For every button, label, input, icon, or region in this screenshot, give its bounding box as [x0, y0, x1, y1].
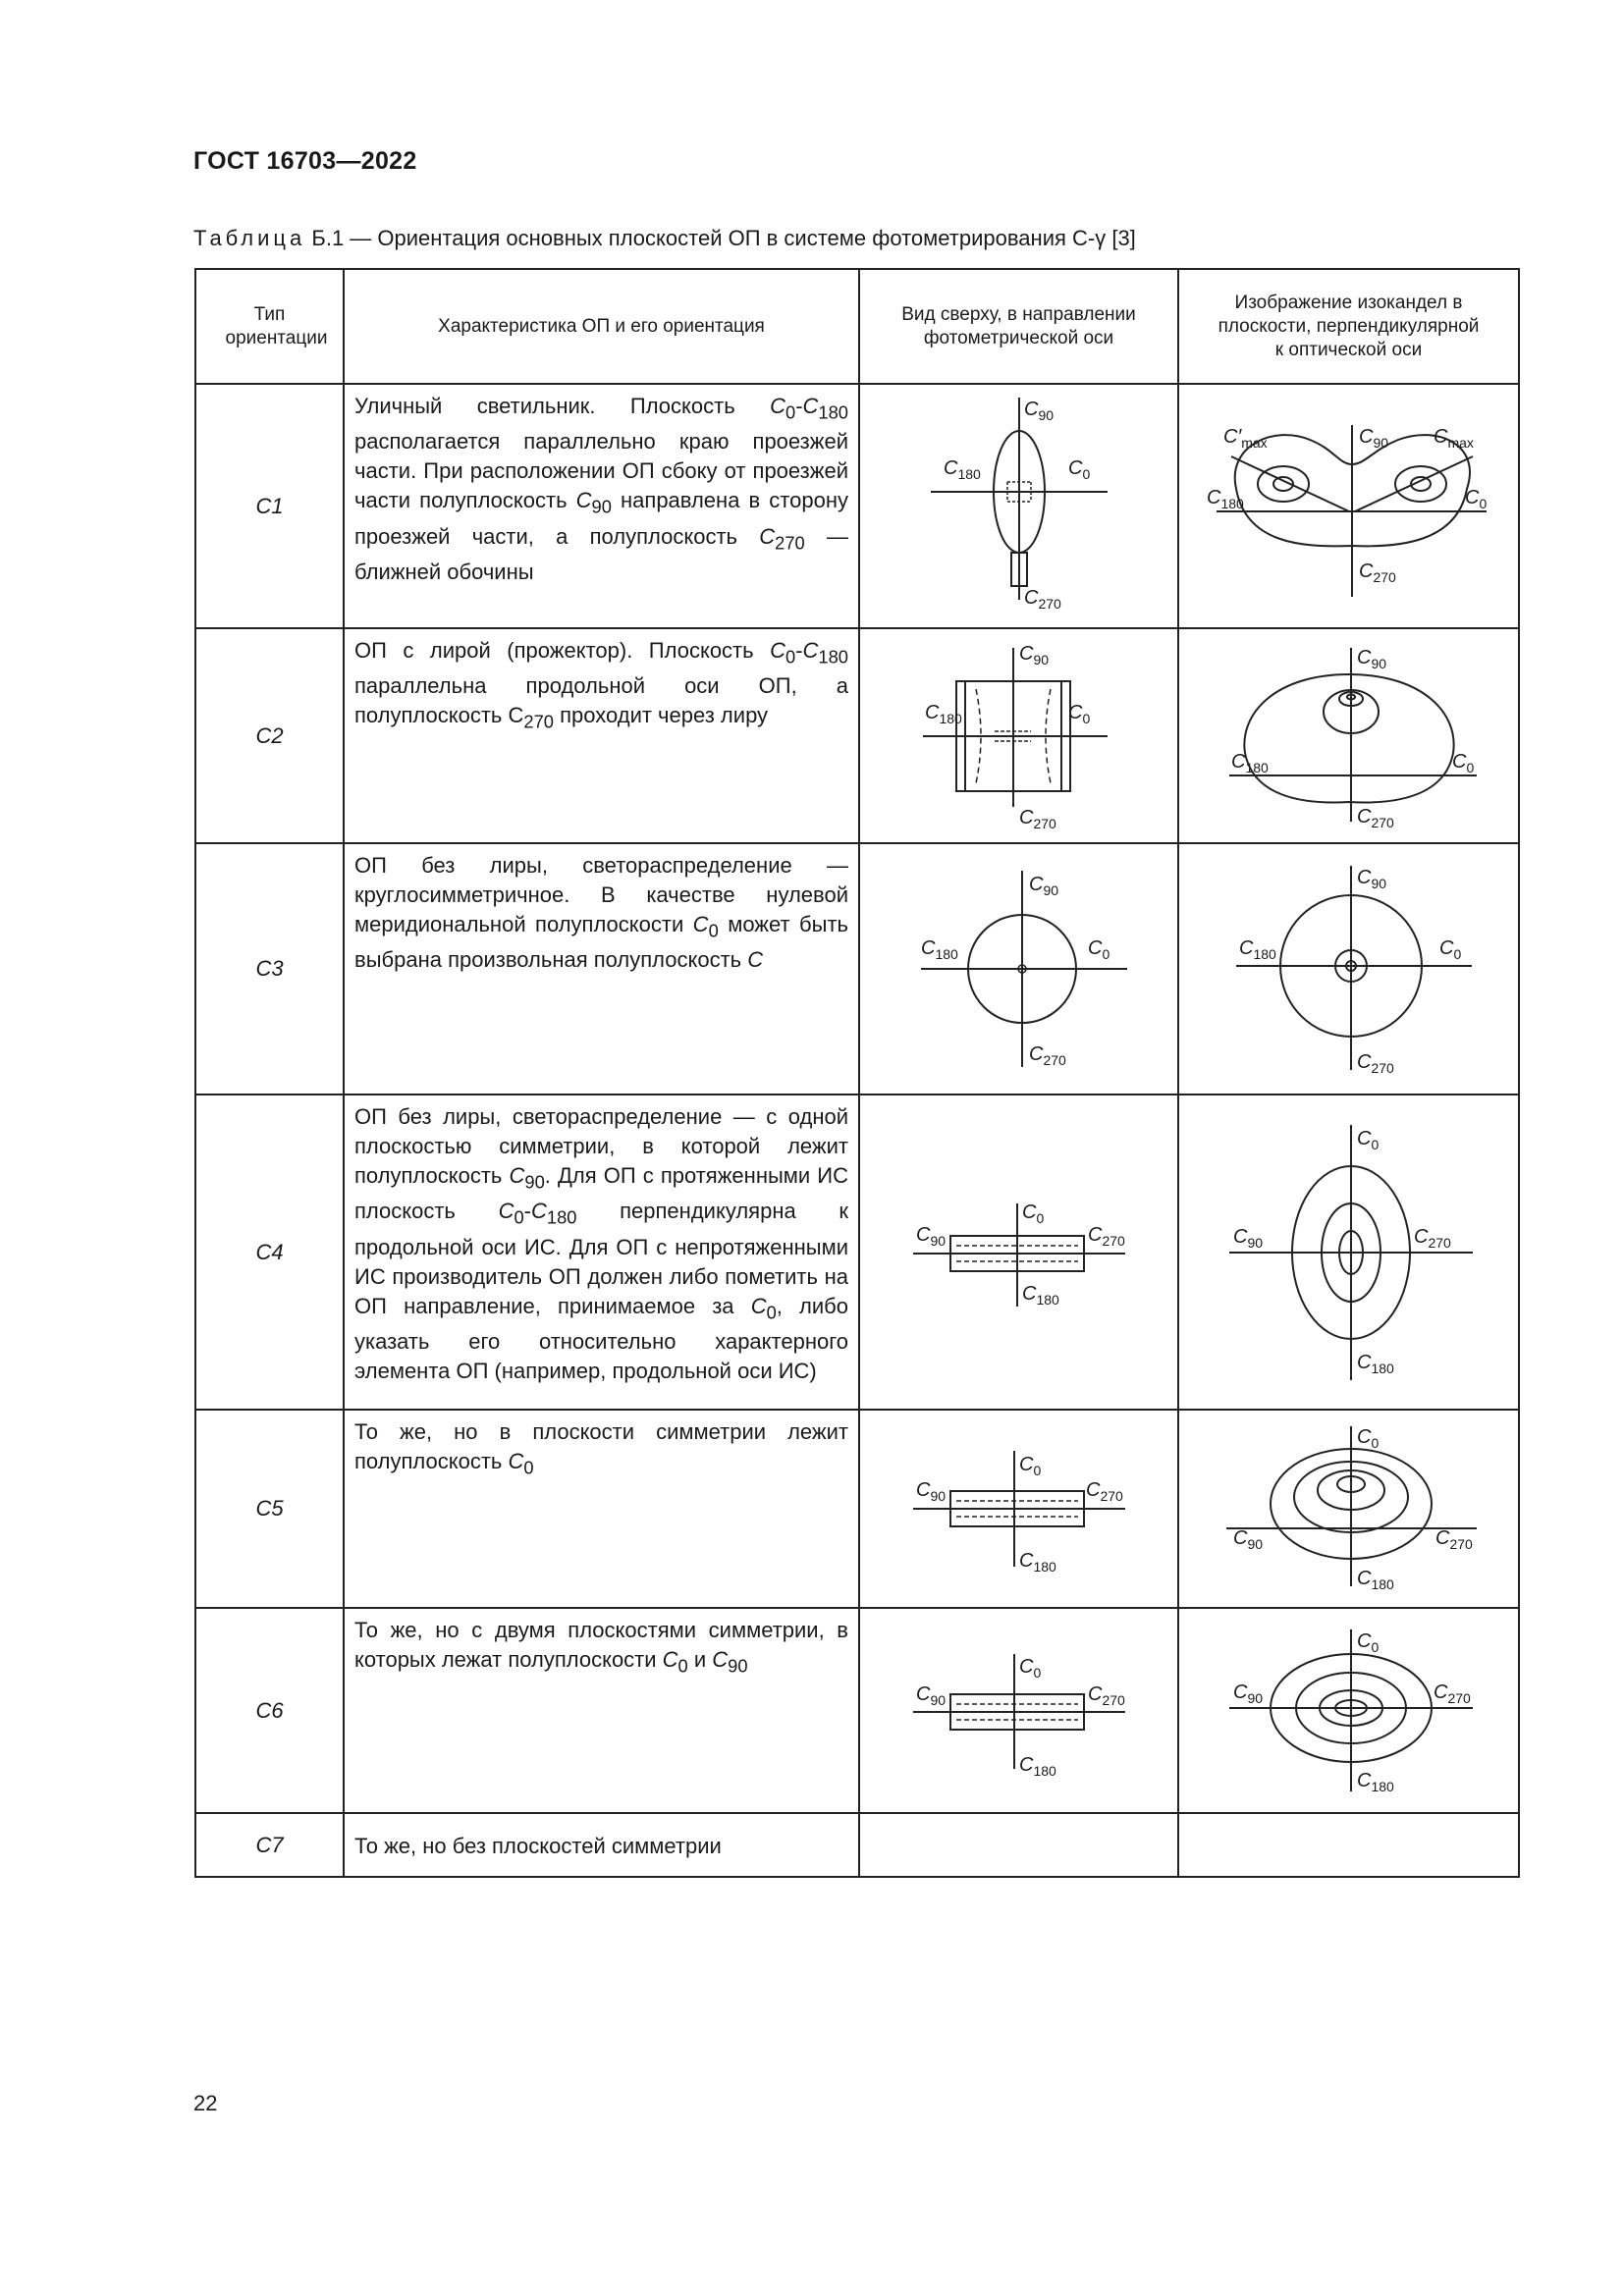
top-view-figure	[859, 843, 1178, 1095]
plane-label: $C_0$	[1087, 937, 1110, 962]
isocandela-c3-diagram	[1182, 846, 1516, 1092]
isocandela-c2-diagram	[1182, 630, 1516, 841]
header-description: Характеристика ОП и его ориентация	[344, 269, 859, 384]
plane-label: $C_0$	[1356, 1127, 1379, 1152]
plane-label: $C_{90}$	[1023, 399, 1054, 423]
isocandela-figure	[1178, 1095, 1519, 1410]
orientation-type: С2	[195, 628, 344, 843]
page-number: 22	[193, 2091, 218, 2115]
header-type: Тип ориентации	[195, 269, 344, 384]
plane-label: $C_0$	[1356, 1630, 1379, 1655]
top-view-c1-diagram	[862, 386, 1176, 626]
isocandela-c5-diagram	[1182, 1412, 1516, 1606]
isocandela-c1-diagram	[1182, 386, 1516, 626]
plane-label: $C_{90}$	[1232, 1682, 1263, 1706]
orientation-type: С6	[195, 1608, 344, 1813]
orientation-description: То же, но с двумя плоскостями симметрии, в которых лежат полуплоскости $С_0$ и $С_{90}$	[344, 1608, 859, 1813]
isocandela-c6-diagram	[1182, 1610, 1516, 1811]
orientation-description: ОП без лиры, светораспределение — с одной плоскостью симметрии, в которой лежит полуплоскость $С_{90}$. Для ОП с протяженными ИС плоскость $С_0-С_{180}$ перпендикулярна к продольной оси ИС. Для ОП с непротяженными ИС производитель ОП должен либо пометить на ОП направление, принимаемое за $С_0$, либо указать его относительно характерного элемента ОП (например, продольной оси ИС)	[344, 1095, 859, 1410]
plane-label: $C_{270}$	[1023, 587, 1061, 612]
table-row	[195, 628, 1519, 843]
orientation-type: С3	[195, 843, 344, 1095]
top-view-c5-diagram	[862, 1412, 1176, 1606]
table-row	[195, 1095, 1519, 1410]
plane-label: $C_{270}$	[1087, 1223, 1125, 1249]
table-row	[195, 384, 1519, 628]
plane-label: $C_{90}$	[1232, 1225, 1263, 1251]
plane-label: $C_0$	[1356, 1426, 1379, 1451]
plane-label: $C_{270}$	[1435, 1527, 1473, 1552]
plane-label: $C_{90}$	[1018, 643, 1049, 667]
orientation-description: ОП с лирой (прожектор). Плоскость $С_0-С_{180}$ параллельна продольной оси ОП, а полуплоскость $С_{270}$ проходит через лиру	[344, 628, 859, 843]
top-view-c3-diagram	[862, 846, 1176, 1092]
plane-label: $C_{270}$	[1356, 806, 1394, 830]
isocandela-figure	[1178, 843, 1519, 1095]
plane-label: $C_{180}$	[1021, 1282, 1059, 1308]
plane-label: $C_{180}$	[1018, 1550, 1056, 1575]
top-view-c2-diagram	[862, 630, 1176, 841]
plane-label: $C_{270}$	[1356, 1051, 1394, 1076]
plane-label: $C_{180}$	[1356, 1770, 1394, 1794]
plane-label: $C_0$	[1067, 702, 1090, 726]
plane-label: $C_0$	[1018, 1454, 1041, 1478]
table-row	[195, 843, 1519, 1095]
top-view-figure-empty	[859, 1813, 1178, 1877]
top-view-figure	[859, 1608, 1178, 1813]
table-row	[195, 1813, 1519, 1877]
plane-label: $C_{270}$	[1358, 561, 1396, 585]
plane-label: $C_{180}$	[1238, 937, 1276, 962]
plane-label: $C_{90}$	[1028, 874, 1058, 898]
header-top-view: Вид сверху, в направлении фотометрической оси	[859, 269, 1178, 384]
plane-label: $C_{90}$	[915, 1223, 946, 1249]
orientation-description: Уличный светильник. Плоскость $С_0-С_{180}$ располагается параллельно краю проезжей части. При расположении ОП сбоку от проезжей части полуплоскость $С_{90}$ направлена в сторону проезжей части, а полуплоскость $С_{270}$ — ближней обочины	[344, 384, 859, 628]
table-row	[195, 1410, 1519, 1608]
plane-label: $C_{180}$	[943, 457, 981, 482]
orientation-description: То же, но в плоскости симметрии лежит полуплоскость $С_0$	[344, 1410, 859, 1608]
plane-label: $C_{180}$	[1356, 1568, 1394, 1592]
plane-label: $C_{270}$	[1018, 807, 1056, 831]
plane-label: $C_0$	[1451, 751, 1474, 775]
plane-label: $C_{270}$	[1413, 1225, 1451, 1251]
orientation-type: С4	[195, 1095, 344, 1410]
plane-label: $C_{max}$	[1433, 426, 1474, 451]
orientation-type: С7	[195, 1813, 344, 1877]
table-caption-prefix: Таблица	[193, 226, 306, 250]
document-code: ГОСТ 16703—2022	[193, 147, 417, 175]
top-view-figure	[859, 628, 1178, 843]
plane-label: $C_{180}$	[920, 937, 958, 962]
plane-label: $C_{180}$	[1206, 487, 1244, 511]
table-caption	[193, 226, 1136, 251]
plane-label: $C_{90}$	[1356, 867, 1386, 891]
table-row	[195, 1608, 1519, 1813]
isocandela-figure	[1178, 628, 1519, 843]
plane-label: $C_{270}$	[1433, 1682, 1471, 1706]
plane-label: $C_{90}$	[1358, 426, 1388, 451]
orientation-description: ОП без лиры, светораспределение — круглосимметричное. В качестве нулевой меридиональной полуплоскости $С_0$ может быть выбрана произвольная полуплоскость С	[344, 843, 859, 1095]
plane-label: $C_{90}$	[915, 1683, 946, 1708]
plane-label: $C_0$	[1018, 1656, 1041, 1681]
plane-label: $C_{270}$	[1028, 1043, 1066, 1068]
header-isocandela: Изображение изокандел в плоскости, перпендикулярной к оптической оси	[1178, 269, 1519, 384]
plane-label: $C_{270}$	[1087, 1683, 1125, 1708]
orientation-description: То же, но без плоскостей симметрии	[344, 1813, 859, 1877]
isocandela-c4-diagram	[1182, 1105, 1516, 1400]
plane-label: $C_{270}$	[1085, 1479, 1123, 1504]
plane-label: $C_0$	[1464, 487, 1487, 511]
top-view-figure	[859, 384, 1178, 628]
isocandela-figure	[1178, 384, 1519, 628]
orientation-type: С1	[195, 384, 344, 628]
table-header-row	[195, 269, 1519, 384]
isocandela-figure	[1178, 1410, 1519, 1608]
plane-label: $C_{180}$	[924, 702, 962, 726]
top-view-figure	[859, 1095, 1178, 1410]
plane-label: $C'_{max}$	[1222, 426, 1268, 451]
top-view-figure	[859, 1410, 1178, 1608]
orientation-type: С5	[195, 1410, 344, 1608]
top-view-c6-diagram	[862, 1610, 1176, 1811]
isocandela-figure-empty	[1178, 1813, 1519, 1877]
plane-label: $C_0$	[1438, 937, 1461, 962]
top-view-c4-diagram	[862, 1105, 1176, 1400]
plane-label: $C_{180}$	[1018, 1754, 1056, 1779]
isocandela-figure	[1178, 1608, 1519, 1813]
plane-label: $C_{90}$	[915, 1479, 946, 1504]
table-caption-text: Б.1 — Ориентация основных плоскостей ОП в системе фотометрирования С-γ [3]	[311, 226, 1136, 250]
plane-label: $C_0$	[1067, 457, 1090, 482]
plane-label: $C_0$	[1021, 1201, 1044, 1226]
orientation-table	[194, 268, 1520, 1878]
plane-label: $C_{180}$	[1356, 1351, 1394, 1376]
plane-label: $C_{90}$	[1356, 647, 1386, 671]
plane-label: $C_{180}$	[1230, 751, 1269, 775]
plane-label: $C_{90}$	[1232, 1527, 1263, 1552]
